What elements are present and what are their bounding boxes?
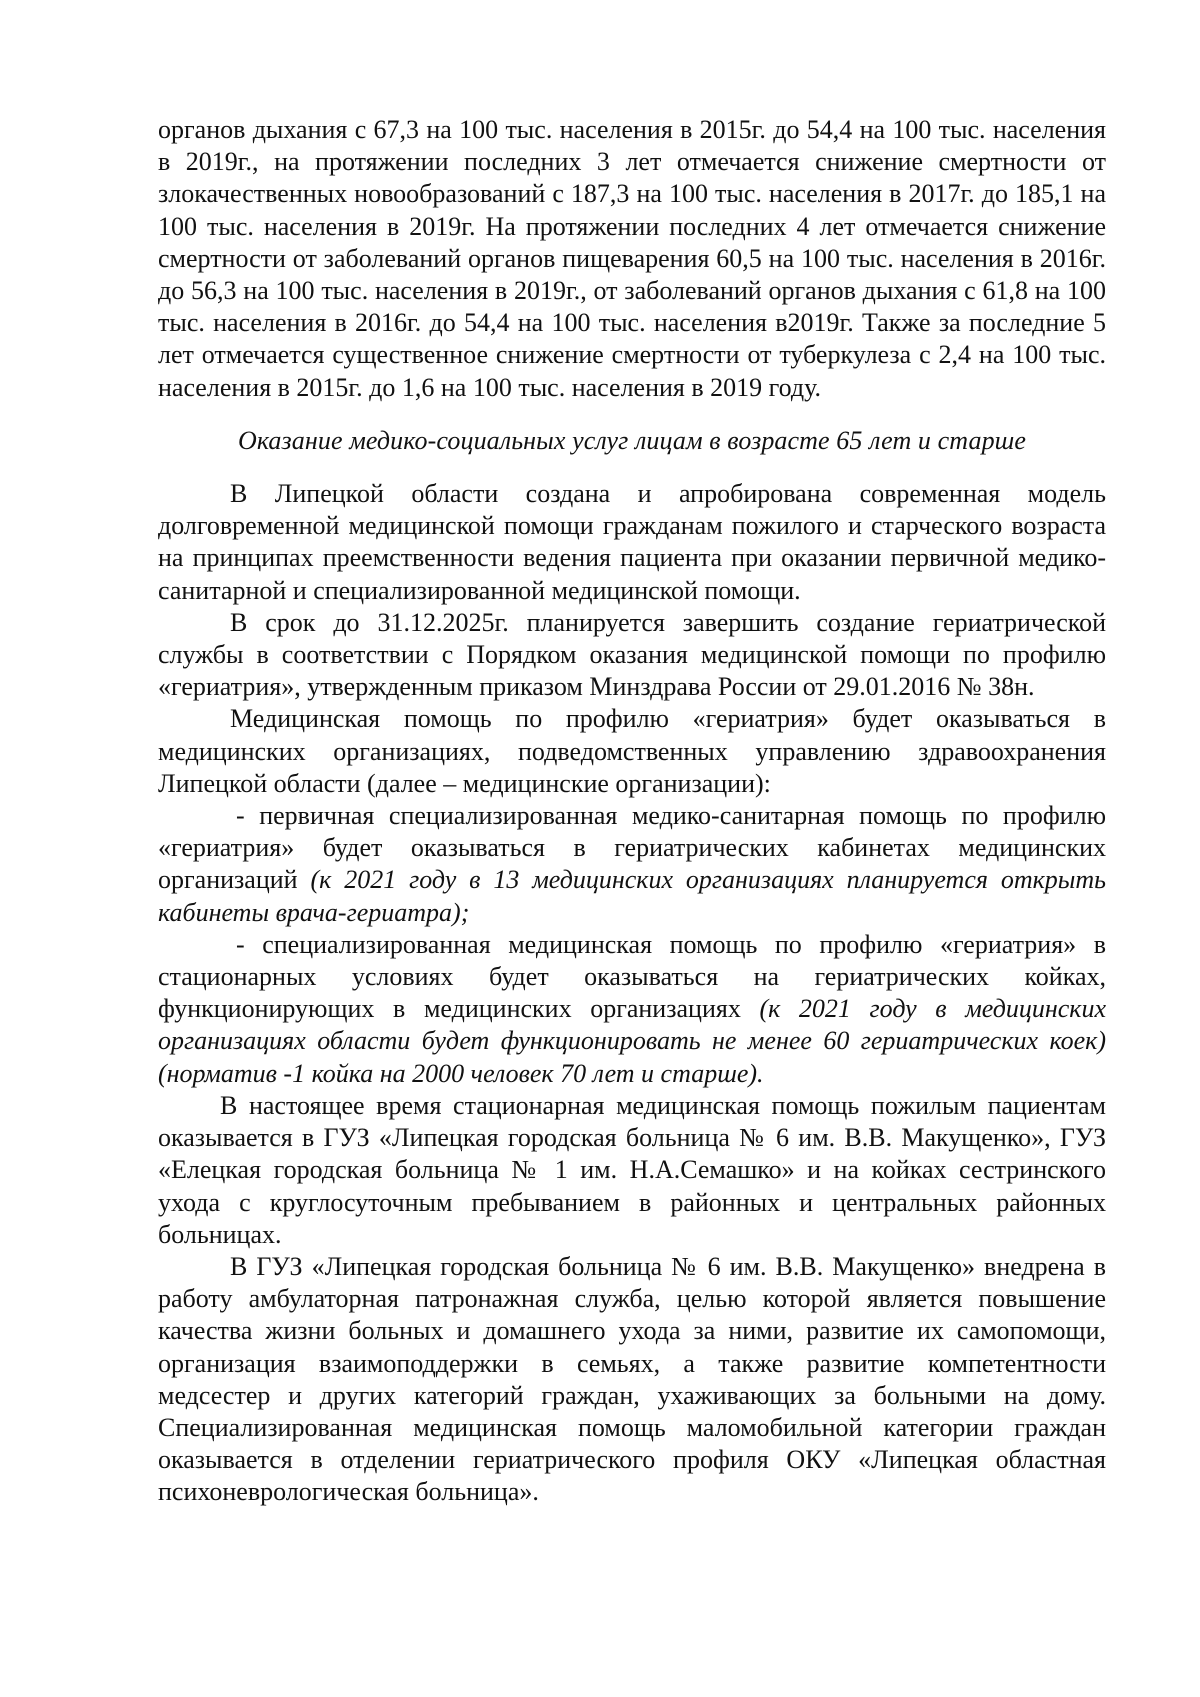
paragraph-care-model: В Липецкой области создана и апробирована современная модель долговременной медицинской помощи гражданам пожилого и старческого возраста на принципах преемственности ведения пациента при оказании первичной медико-санитарной и специализированной медицинской помощи. — [158, 479, 1106, 605]
list-item-primary-care-note: (к 2021 году в 13 медицинских организациях планируется открыть кабинеты врача-гериатра); — [158, 865, 1106, 927]
document-body — [158, 114, 1106, 1509]
list-item-inpatient-care-text: - специализированная медицинская помощь по профилю «гериатрия» в стационарных условиях будет оказываться на гериатрических койках, функционирующих в медицинских организациях — [158, 929, 1106, 1024]
list-item-primary-care — [158, 800, 1106, 929]
paragraph-mortality-stats: органов дыхания с 67,3 на 100 тыс. населения в 2015г. до 54,4 на 100 тыс. населения в 2019г., на протяжении последних 3 лет отмечается снижение смертности от злокачественных новообразований с 187,3 на 100 тыс. населения в 2017г. до 185,1 на 100 тыс. населения в 2019г. На протяжении последних 4 лет отмечается снижение смертности от заболеваний органов пищеварения 60,5 на 100 тыс. населения в 2016г. до 56,3 на 100 тыс. населения в 2019г., от заболеваний органов дыхания с 61,8 на 100 тыс. населения в 2016г. до 54,4 на 100 тыс. населения в2019г. Также за последние 5 лет отмечается существенное снижение смертности от туберкулеза с 2,4 на 100 тыс. населения в 2015г. до 1,6 на 100 тыс. населения в 2019 году. — [158, 115, 1106, 402]
paragraph-organizations: Медицинская помощь по профилю «гериатрия» будет оказываться в медицинских организациях, подведомственных управлению здравоохранения Липецкой области (далее – медицинские организации): — [158, 704, 1106, 798]
paragraph-current-care: В настоящее время стационарная медицинская помощь пожилым пациентам оказывается в ГУЗ «Липецкая городская больница № 6 им. В.В. Макущенко», ГУЗ «Елецкая городская больница № 1 им. Н.А.Семашко» и на койках сестринского ухода с круглосуточным пребыванием в районных и центральных районных больницах. — [158, 1090, 1106, 1249]
list-item-inpatient-care — [158, 929, 1106, 1090]
list-item-primary-care-text: - первичная специализированная медико-санитарная помощь по профилю «гериатрия» будет оказываться в гериатрических кабинетах медицинских организаций — [158, 801, 1106, 895]
paragraph-geriatric-service: В срок до 31.12.2025г. планируется завершить создание гериатрической службы в соответствии с Порядком оказания медицинской помощи по профилю «гериатрия», утвержденным приказом Минздрава России от 29.01.2016 № 38н. — [158, 607, 1106, 702]
paragraph-patronage-service: В ГУЗ «Липецкая городская больница № 6 им. В.В. Макущенко» внедрена в работу амбулаторная патронажная служба, целью которой является повышение качества жизни больных и домашнего ухода за ними, развитие их самопомощи, организация взаимоподдержки в семьях, а также развитие компетентности медсестер и других категорий граждан, ухаживающих за больными на дому. Специализированная медицинская помощь маломобильной категории граждан оказывается в отделении гериатрического профиля ОКУ «Липецкая областная психоневрологическая больница». — [158, 1251, 1106, 1507]
section-heading: Оказание медико-социальных услуг лицам в возрасте 65 лет и старше — [237, 425, 1027, 455]
list-item-inpatient-care-note: (к 2021 году в медицинских организациях области будет функционировать не менее 60 гериатрических коек) (норматив -1 койка на 2000 человек 70 лет и старше). — [158, 994, 1106, 1088]
